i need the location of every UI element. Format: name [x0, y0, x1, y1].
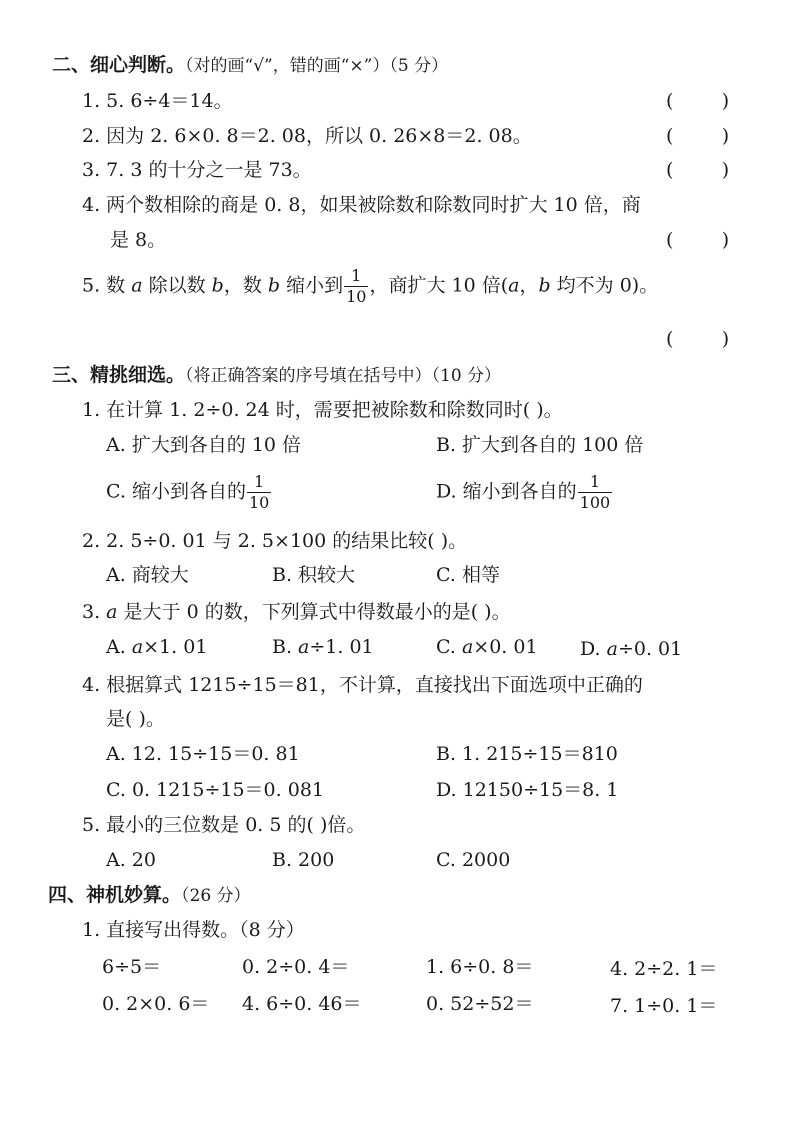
section-3-title: 三、精挑细选。 [52, 364, 186, 386]
s2-question-3: 3. 7. 3 的十分之一是 73。 [82, 159, 312, 181]
q3c-expr: ×0. 01 [473, 636, 538, 658]
option-d-numerator: 1 [589, 472, 600, 491]
q3a-label: A. [106, 636, 132, 658]
q3-var-a: a [106, 601, 118, 623]
s2-answer-paren-4[interactable]: ( ) [666, 229, 730, 251]
s3-question-5: 5. 最小的三位数是 0. 5 的( )倍。 [82, 814, 366, 836]
q3b-label: B. [272, 636, 299, 658]
section-3-heading [52, 366, 501, 385]
q3b-expr: ÷1. 01 [309, 636, 374, 658]
q5-var-a: a [131, 274, 143, 297]
calc-item[interactable]: 0. 2÷0. 4＝ [242, 956, 350, 978]
s3-q4-option-a[interactable]: A. 12. 15÷15＝0. 81 [106, 743, 300, 765]
q5-fraction-numerator: 1 [351, 266, 362, 285]
s4-subsection-1: 1. 直接写出得数。（8 分） [82, 919, 305, 941]
q3a-var: a [131, 636, 144, 658]
section-4-heading [48, 886, 251, 905]
section-4-note: （26 分） [181, 886, 251, 906]
section-3-note: （将正确答案的序号填在括号中）（10 分） [185, 366, 502, 386]
q3d-label: D. [580, 638, 607, 660]
calc-item[interactable]: 7. 1÷0. 1＝ [610, 995, 718, 1017]
s3-q5-option-c[interactable]: C. 2000 [436, 849, 511, 871]
s2-question-5 [82, 268, 658, 305]
calc-item[interactable]: 6÷5＝ [102, 956, 162, 978]
q5-text-c: ，数 [223, 274, 268, 297]
option-d-fraction [578, 474, 613, 511]
s3-q1-option-b[interactable]: B. 扩大到各自的 100 倍 [436, 434, 644, 456]
q3a-expr: ×1. 01 [143, 636, 208, 658]
calc-item[interactable]: 4. 2÷2. 1＝ [610, 958, 718, 980]
s3-question-2: 2. 2. 5÷0. 01 与 2. 5×100 的结果比较( )。 [82, 530, 468, 552]
q5-text-d: 缩小到 [280, 274, 344, 297]
s3-q4-option-d[interactable]: D. 12150÷15＝8. 1 [436, 779, 619, 801]
section-2-title: 二、细心判断。 [52, 54, 186, 76]
s3-q3-option-d[interactable] [580, 640, 682, 659]
q5-text-b: 除以数 [142, 274, 212, 297]
s2-question-4-line1: 4. 两个数相除的商是 0. 8，如果被除数和除数同时扩大 10 倍，商 [82, 194, 641, 216]
s3-question-4-line1: 4. 根据算式 1215÷15＝81，不计算，直接找出下面选项中正确的 [82, 674, 643, 696]
s3-question-3 [82, 603, 511, 622]
option-c-numerator: 1 [254, 472, 265, 491]
s3-q2-option-a[interactable]: A. 商较大 [106, 564, 189, 586]
s3-q1-option-a[interactable]: A. 扩大到各自的 10 倍 [106, 434, 302, 456]
q3-number: 3. [82, 601, 107, 623]
q3c-var: a [461, 636, 474, 658]
s2-question-1: 1. 5. 6÷4＝14。 [82, 90, 233, 112]
s2-answer-paren-3[interactable]: ( ) [666, 159, 730, 181]
q3c-label: C. [436, 636, 462, 658]
q5-fraction-denominator: 10 [346, 287, 367, 306]
q3-text: 是大于 0 的数，下列算式中得数最小的是( )。 [117, 601, 511, 623]
q5-text-a: 5. 数 [82, 274, 132, 297]
s3-question-1: 1. 在计算 1. 2÷0. 24 时，需要把被除数和除数同时( )。 [82, 399, 563, 421]
option-d-text: D. 缩小到各自的 [436, 480, 577, 503]
q5-text-e: ，商扩大 10 倍( [369, 274, 509, 297]
s3-q3-option-b[interactable] [272, 638, 374, 657]
option-c-denominator: 10 [248, 493, 270, 512]
q3d-var: a [606, 638, 618, 660]
s3-q2-option-b[interactable]: B. 积较大 [272, 564, 356, 586]
q5-var-b3: b [538, 274, 551, 297]
section-4-title: 四、神机妙算。 [48, 884, 182, 906]
s3-q2-option-c[interactable]: C. 相等 [436, 564, 500, 586]
s3-q3-option-a[interactable] [106, 638, 207, 657]
s3-q5-option-a[interactable]: A. 20 [106, 849, 156, 871]
option-c-text: C. 缩小到各自的 [106, 480, 246, 503]
s2-answer-paren-2[interactable]: ( ) [666, 125, 730, 147]
s3-q3-option-c[interactable] [436, 638, 538, 657]
q3d-expr: ÷0. 01 [617, 638, 683, 660]
s2-question-2: 2. 因为 2. 6×0. 8＝2. 08，所以 0. 26×8＝2. 08。 [82, 125, 532, 147]
q5-var-a2: a [508, 274, 520, 297]
option-c-fraction [247, 474, 271, 511]
calc-item[interactable]: 1. 6÷0. 8＝ [426, 956, 534, 978]
calc-item[interactable]: 0. 52÷52＝ [426, 993, 534, 1015]
section-2-note: （对的画“√”，错的画“×”）（5 分） [185, 56, 449, 76]
s3-q4-option-b[interactable]: B. 1. 215÷15＝810 [436, 743, 618, 765]
s2-answer-paren-5[interactable]: ( ) [666, 328, 730, 350]
option-d-denominator: 100 [579, 493, 611, 512]
s2-question-4-line2: 是 8。 [110, 229, 167, 251]
calc-item[interactable]: 0. 2×0. 6＝ [102, 993, 210, 1015]
s2-answer-paren-1[interactable]: ( ) [666, 90, 730, 112]
q5-fraction [344, 268, 368, 305]
q3b-var: a [298, 636, 310, 658]
calc-item[interactable]: 4. 6÷0. 46＝ [242, 993, 362, 1015]
q5-text-g: 均不为 0)。 [550, 274, 659, 297]
q5-var-b: b [211, 274, 224, 297]
q5-text-f: ， [519, 274, 539, 297]
q5-var-b2: b [267, 274, 281, 297]
s3-question-4-line2: 是( )。 [106, 708, 165, 730]
s3-q1-option-c[interactable] [106, 474, 272, 511]
s3-q5-option-b[interactable]: B. 200 [272, 849, 335, 871]
section-2-heading [52, 56, 448, 75]
s3-q4-option-c[interactable]: C. 0. 1215÷15＝0. 081 [106, 779, 324, 801]
s3-q1-option-d[interactable] [436, 474, 613, 511]
